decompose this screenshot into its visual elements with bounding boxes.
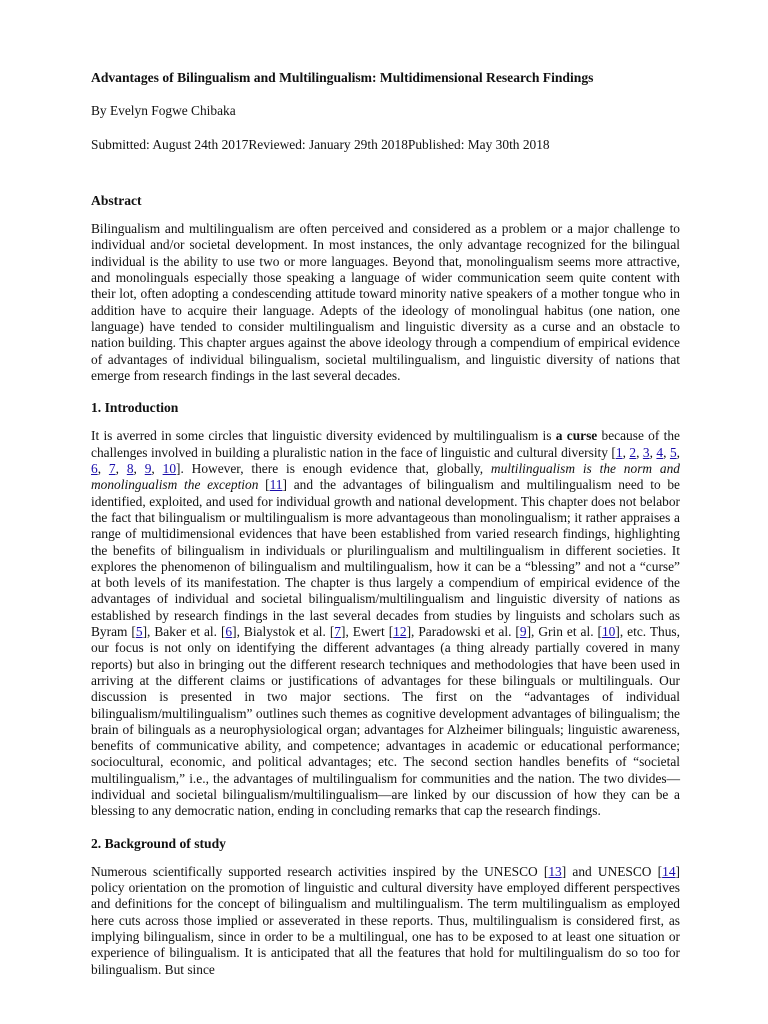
introduction-text [91,428,680,819]
citation-link-5[interactable]: 5 [135,624,143,640]
paper-title: Advantages of Bilingualism and Multilingualism: Multidimensional Research Findings [91,70,594,85]
intro-text-run: because of the challenges involved in building a pluralistic nation in the face of linguistic and cultural diversity [ [91,428,680,460]
intro-text-run: ], Grin et al. [ [526,624,602,640]
background-heading: 2. Background of study [91,835,226,851]
citation-link-3[interactable]: 3 [642,444,650,460]
abstract-heading: Abstract [91,192,142,208]
citation-link-2[interactable]: 2 [629,444,637,460]
intro-text-run: It is averred in some circles that linguistic diversity evidenced by multilingualism is [91,428,556,444]
background-text-run: ] and UNESCO [ [561,863,663,879]
citation-link-14[interactable]: 14 [662,863,676,879]
citation-link-11[interactable]: 11 [269,477,283,493]
citation-link-13[interactable]: 13 [548,863,562,879]
background-text-run: Numerous scientifically supported research activities inspired by the UNESCO [ [91,863,549,879]
citation-link-8[interactable]: 8 [126,461,134,477]
citation-link-9[interactable]: 9 [519,624,527,640]
citation-link-6[interactable]: 6 [91,461,98,477]
citation-link-10[interactable]: 10 [162,461,177,477]
intro-text-run: ]. However, there is enough evidence that, globally, [176,461,491,477]
citation-link-10[interactable]: 10 [601,624,616,640]
intro-text-run: [ [258,477,270,493]
introduction-heading: 1. Introduction [91,400,179,416]
intro-text-run: ], Paradowski et al. [ [406,624,520,640]
citation-link-9[interactable]: 9 [144,461,152,477]
citation-link-7[interactable]: 7 [108,461,116,477]
intro-text-run: ], Bialystok et al. [ [232,624,335,640]
citation-link-7[interactable]: 7 [334,624,341,640]
intro-text-run: ], etc. Thus, our focus is not only on identifying the different advantages (a thing already partially covered in many reports) but also in bringing out the different research techniques and methodologies that have been used in arriving at the different claims or justifications of advantages for these bilinguals or multilinguals. Our discussion is presented in two major sections. The first on the “advantages of individual bilingualism/multilingualism” outlines such themes as cognitive development advantages of bilingualism; the brain of bilinguals as a neurophysiological organ; advantages for Alzheimer bilinguals; linguistic awareness, benefits of communicative ability, and competence; advantages in academic or educational performance; sociocultural, economic, and political advantages; etc. The second section handles benefits of “societal multilingualism,” i.e., the advantages of multilingualism for communities and the nation. The two divides—individual and societal bilingualism/multilingualism—are linked by our discussion of how they can be a blessing to any democratic nation, ending in concluding remarks that cap the research findings. [91,624,680,819]
citation-link-5[interactable]: 5 [669,444,677,460]
intro-text-run: ] and the advantages of bilingualism and multilingualism need to be identified, exploited, and used for individual growth and national development. This chapter does not belabor the fact that bilingualism or multilingualism is more advantageous than monolingualism; it rather appraises a range of multidimensional evidences that have been established from varied research findings, highlighting the benefits of bilingualism in individuals or plurilingualism and multilingualism in different societies. It explores the phenomenon of bilingualism and multilingualism, how it can be a “blessing” and not a “curse” at both levels of its manifestation. The chapter is thus largely a compendium of empirical evidence of the advantages of individual and societal bilingualism/multilingualism and linguistic diversity of nations as established by research findings in the last several decades from studies by linguists and scholars such as Byram [ [91,477,680,640]
intro-bold-curse: a curse [555,428,598,444]
background-text-run: ] policy orientation on the promotion of linguistic and cultural diversity have employed different perspectives and definitions for the concept of bilingualism and multilingualism. The term multilingualism as employed here cuts across those implied or asseverated in these reports. Thus, multilingualism is considered first, as implying bilingualism, since in order to be a multilingual, one has to be exposed to at least one situation or experience of bilingualism. It is anticipated that all the features that hold for multilingualism do so too for bilingualism. But since [91,863,680,977]
citation-link-12[interactable]: 12 [393,624,407,640]
background-text [91,864,680,978]
submission-dates: Submitted: August 24th 2017Reviewed: January 29th 2018Published: May 30th 2018 [91,136,550,152]
abstract-text: Bilingualism and multilingualism are often perceived and considered as a problem or a major challenge to individual and/or societal development. In most instances, the only advantage recognized for the bilingual individual is the ability to use two or more languages. Beyond that, monolingualism seems more attractive, and monolinguals especially those speaking a language of wider communication seem quite content with their lot, often adopting a condescending attitude toward minority native speakers of a mother tongue who in addition have to acquire their language. Adepts of the ideology of monolingual habitus (one nation, one language) have tended to consider multilingualism and linguistic diversity as a curse and an obstacle to nation building. This chapter argues against the above ideology through a compendium of empirical evidence of advantages of individual bilingualism, societal multilingualism, and linguistic diversity of nations that emerge from research findings in the last several decades. [91,221,680,383]
intro-italic-quote: multilingualism is the norm and monolingualism the exception [91,461,681,493]
author-byline: By Evelyn Fogwe Chibaka [91,103,236,119]
citation-link-6[interactable]: 6 [225,624,233,640]
citation-link-1[interactable]: 1 [615,444,623,460]
citation-link-4[interactable]: 4 [656,444,664,460]
intro-text-run: ], Ewert [ [340,624,394,640]
intro-text-run: ], Baker et al. [ [142,624,226,640]
intro-ref-list: 1, 2, 3, 4, 5, 6, 7, 8, 9, 10 [91,444,680,477]
